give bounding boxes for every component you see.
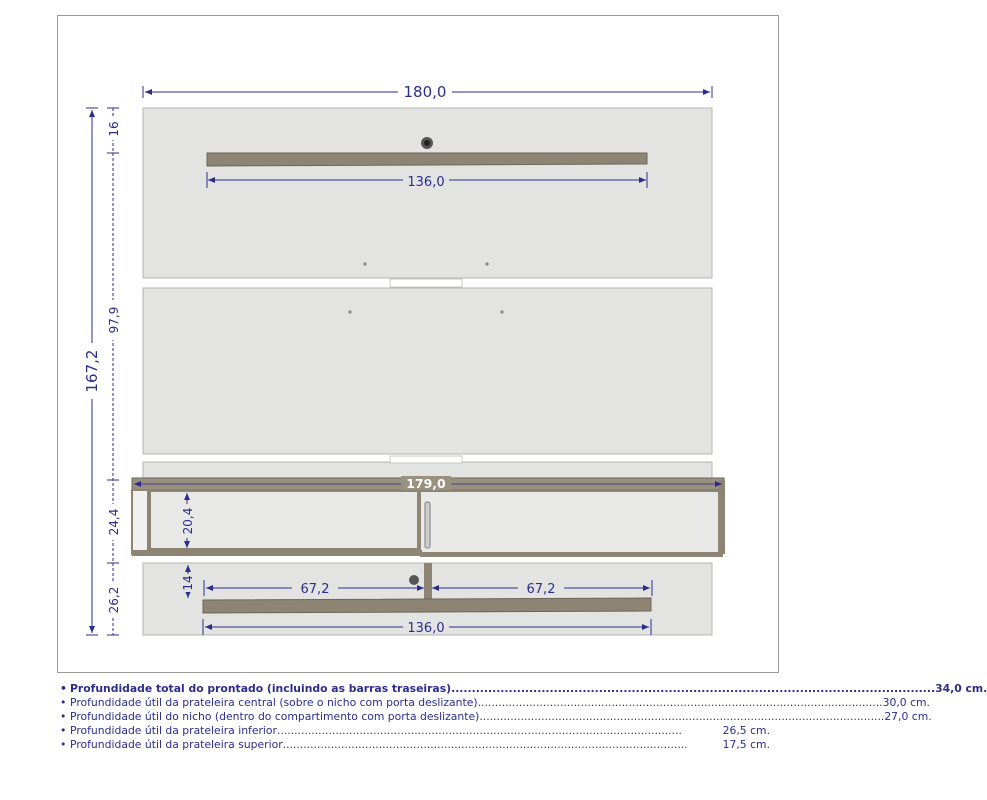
upper-panel — [143, 108, 712, 278]
dim-top-gap: 16 — [107, 121, 121, 137]
cable-slot-middle — [390, 456, 462, 463]
note-row — [60, 682, 987, 696]
top-shelf — [207, 153, 647, 166]
door-handle — [425, 502, 430, 548]
rack-front-right — [420, 491, 719, 553]
note-row — [60, 696, 930, 710]
dim-bottom-shelf-width: 136,0 — [407, 621, 445, 636]
note-text: Profundidade útil da prateleira inferior — [70, 724, 277, 737]
cable-slot-upper — [390, 279, 462, 287]
dim-bottom-right-width: 67,2 — [526, 582, 556, 597]
rack-bottom-right — [420, 553, 723, 557]
bottom-shelf — [203, 598, 651, 613]
bullet: • — [60, 696, 67, 709]
rack-bottom — [132, 550, 422, 556]
rack-right-side — [719, 480, 725, 554]
cable-hole-bottom — [409, 575, 419, 585]
dim-niche-height: 20,4 — [181, 507, 195, 535]
note-value: 30,0 cm. — [882, 696, 930, 709]
bullet: • — [60, 738, 67, 751]
dim-rack-height: 24,4 — [107, 508, 121, 536]
dot-leader: ...................................................................................................................... — [276, 724, 682, 737]
dim-gap-below-rack: 14 — [181, 575, 195, 591]
note-value: 34,0 cm. — [935, 682, 987, 695]
bullet: • — [60, 682, 67, 695]
screw-3 — [348, 310, 351, 313]
note-value: 27,0 cm. — [884, 710, 932, 723]
note-value: 17,5 cm. — [722, 738, 770, 751]
middle-panel — [143, 288, 712, 454]
screw-2 — [485, 262, 488, 265]
dot-leader: ...................................................................................................................... — [282, 738, 688, 751]
dim-total-height: 167,2 — [83, 349, 101, 393]
dim-bottom-left-width: 67,2 — [300, 582, 330, 597]
note-value: 26,5 cm. — [722, 724, 770, 737]
cable-hole-top-inner — [424, 140, 430, 146]
dim-upper-height: 97,9 — [107, 306, 121, 334]
rack-left-side — [132, 490, 148, 554]
bullet: • — [60, 710, 67, 723]
dim-total-width: 180,0 — [403, 83, 447, 101]
note-row — [60, 738, 770, 752]
screw-4 — [500, 310, 503, 313]
dot-leader: ...................................................................................................................... — [479, 710, 885, 723]
dot-leader: ...................................................................................................................... — [477, 696, 883, 709]
note-text: Profundidade total do prontado (incluindo as barras traseiras) — [70, 682, 452, 695]
dim-top-shelf-width: 136,0 — [407, 175, 445, 190]
note-text: Profundidade útil da prateleira central (sobre o nicho com porta deslizante) — [70, 696, 478, 709]
note-text: Profundidade útil do nicho (dentro do compartimento com porta deslizante) — [70, 710, 480, 723]
dim-rack-width: 179,0 — [406, 476, 446, 491]
note-text: Profundidade útil da prateleira superior — [70, 738, 283, 751]
note-row — [60, 724, 770, 738]
dim-bottom-height: 26,2 — [107, 586, 121, 614]
note-row — [60, 710, 932, 724]
screw-1 — [363, 262, 366, 265]
bullet: • — [60, 724, 67, 737]
dot-leader: ...................................................................................................................... — [451, 682, 936, 695]
depth-notes — [60, 682, 987, 752]
